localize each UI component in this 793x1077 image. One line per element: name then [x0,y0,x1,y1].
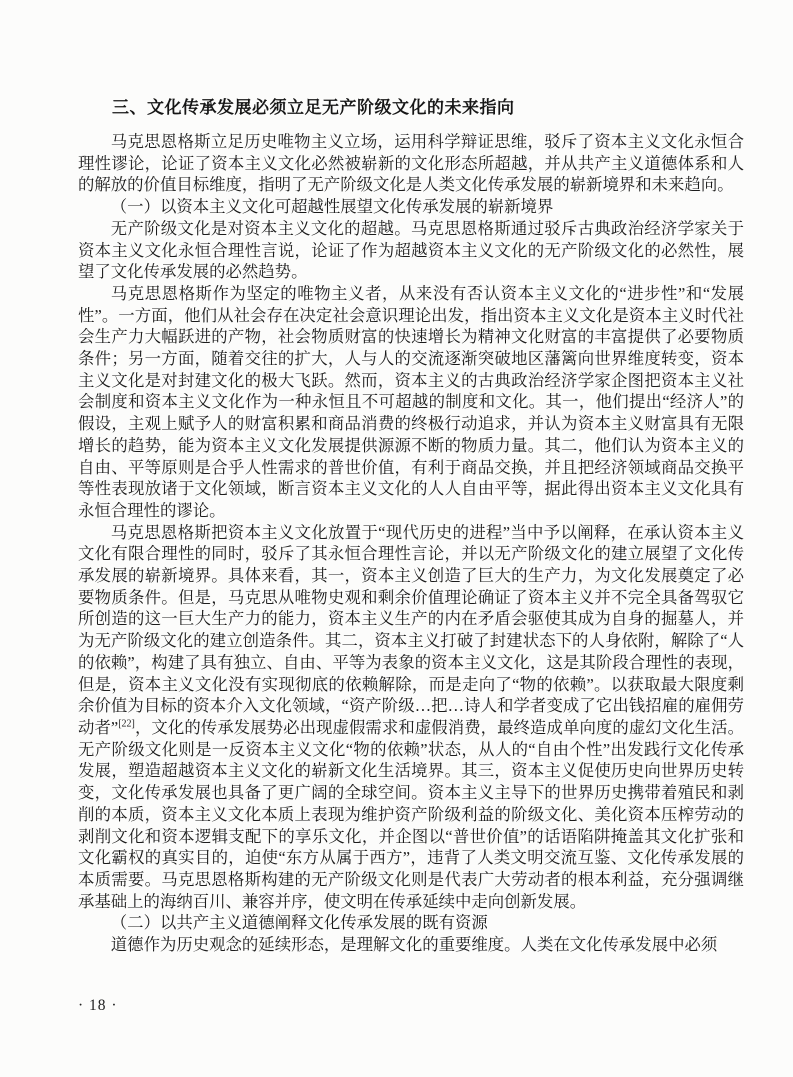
subsection1-paragraph-1: 无产阶级文化是对资本主义文化的超越。马克思恩格斯通过驳斥古典政治经济学家关于资本主义文化永恒合理性言说，论证了作为超越资本主义文化的无产阶级文化的必然性，展望了文化传承发展的必然趋势。 [78,218,744,282]
citation-reference-22: [22] [118,718,135,730]
subsection1-paragraph-3-text-after-citation: ，文化的传承发展势必出现虚假需求和虚假消费，最终造成单向度的虚幻文化生活。无产阶级文化则是一反资本主义文化“物的依赖”状态，从人的“自由个性”出发践行文化传承发展，塑造超越资本主义文化的崭新文化生活境界。其三，资本主义促使历史向世界历史转变，文化传承发展也具备了更广阔的全球空间。资本主义主导下的世界历史携带着殖民和剥削的本质，资本主义文化本质上表现为维护资产阶级利益的阶级文化、美化资本压榨劳动的剥削文化和资本逻辑支配下的享乐文化，并企图以“普世价值”的话语陷阱掩盖其文化扩张和文化霸权的真实目的，迫使“东方从属于西方”，违背了人类文明交流互鉴、文化传承发展的本质需要。马克思恩格斯构建的无产阶级文化则是代表广大劳动者的根本利益，充分强调继承基础上的海纳百川、兼容并序，使文明在传承延续中走向创新发展。 [78,717,744,911]
section-heading: 三、文化传承发展必须立足无产阶级文化的未来指向 [112,98,515,117]
subsection2-paragraph-1: 道德作为历史观念的延续形态，是理解文化的重要维度。人类在文化传承发展中必须 [110,935,718,955]
subsection-heading-2: （二）以共产主义道德阐释文化传承发展的既有资源 [110,913,488,933]
subsection1-paragraph-3-text-before-citation: 马克思恩格斯把资本主义文化放置于“现代历史的进程”当中予以阐释，在承认资本主义文化有限合理性的同时，驳斥了其永恒合理性言论，并以无产阶级文化的建立展望了文化传承发展的崭新境界。具体来看，其一，资本主义创造了巨大的生产力，为文化发展奠定了必要物质条件。但是，马克思从唯物史观和剩余价值理论确证了资本主义并不完全具备驾驭它所创造的这一巨大生产力的能力，资本主义生产的内在矛盾会驱使其成为自身的掘墓人，并为无产阶级文化的建立创造条件。其二，资本主义打破了封建状态下的人身依附，解除了“人的依赖”，构建了具有独立、自由、平等为表象的资本主义文化，这是其阶段合理性的表现，但是，资本主义文化没有实现彻底的依赖解除，而是走向了“物的依赖”。以获取最大限度剩余价值为目标的资本介入文化领域，“资产阶级…把…诗人和学者变成了它出钱招雇的雇佣劳动者” [78,522,744,737]
subsection1-paragraph-3 [78,522,744,913]
page-number: · 18 · [78,997,118,1014]
intro-paragraph: 马克思恩格斯立足历史唯物主义立场，运用科学辩证思维，驳斥了资本主义文化永恒合理性谬论，论证了资本主义文化必然被崭新的文化形态所超越，并从共产主义道德体系和人的解放的价值目标维度，指明了无产阶级文化是人类文化传承发展的崭新境界和未来趋向。 [78,132,744,195]
subsection-heading-1: （一）以资本主义文化可超越性展望文化传承发展的崭新境界 [110,197,554,217]
subsection1-paragraph-2: 马克思恩格斯作为坚定的唯物主义者，从来没有否认资本主义文化的“进步性”和“发展性”。一方面，他们从社会存在决定社会意识理论出发，指出资本主义文化是资本主义时代社会生产力大幅跃进的产物，社会物质财富的快速增长为精神文化财富的丰富提供了必要物质条件；另一方面，随着交往的扩大，人与人的交流逐渐突破地区藩篱向世界维度转变，资本主义文化是对封建文化的极大飞跃。然而，资本主义的古典政治经济学家企图把资本主义社会制度和资本主义文化作为一种永恒且不可超越的制度和文化。其一，他们提出“经济人”的假设，主观上赋予人的财富积累和商品消费的终极行动追求，并认为资本主义财富具有无限增长的趋势，能为资本主义文化发展提供源源不断的物质力量。其二，他们认为资本主义的自由、平等原则是合乎人性需求的普世价值，有利于商品交换，并且把经济领域商品交换平等性表现放诸于文化领域，断言资本主义文化的人人自由平等，据此得出资本主义文化具有永恒合理性的谬论。 [78,283,744,520]
